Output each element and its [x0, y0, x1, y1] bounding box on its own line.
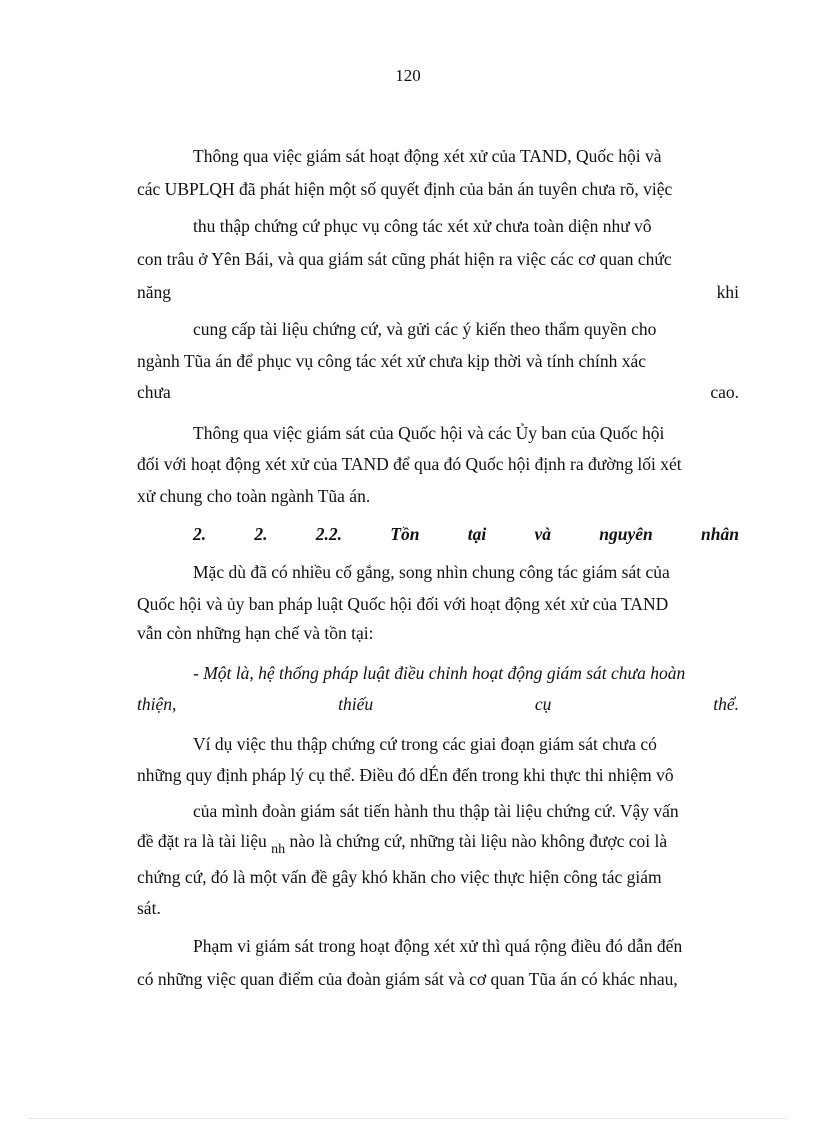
heading-word: 2. — [193, 524, 207, 544]
paragraph-line: thu thập chứng cứ phục vụ công tác xét xử chưa toàn diện như vô — [193, 216, 652, 236]
heading-word: nguyên — [599, 524, 653, 544]
word: thiếu — [338, 694, 374, 714]
heading-word: Tồn — [390, 524, 420, 544]
line-segment: đề đặt ra là tài liệu — [137, 831, 272, 851]
paragraph-line: Mặc dù đã có nhiều cố gắng, song nhìn chung công tác giám sát của — [193, 562, 670, 582]
word: cao. — [710, 382, 739, 402]
word: thiện, — [137, 694, 177, 714]
page-number: 120 — [395, 66, 421, 85]
paragraph-line: của mình đoàn giám sát tiến hành thu thập tài liệu chứng cứ. Vậy vấn — [193, 801, 679, 821]
paragraph-line — [137, 830, 739, 855]
section-heading — [193, 523, 739, 545]
heading-word: 2. — [254, 524, 268, 544]
word: năng — [137, 282, 172, 302]
paragraph-line: Quốc hội và ủy ban pháp luật Quốc hội đối với hoạt động xét xử của TAND — [137, 594, 669, 614]
page-bottom-rule — [28, 1118, 788, 1119]
paragraph-line: con trâu ở Yên Bái, và qua giám sát cũng phát hiện ra việc các cơ quan chức — [137, 249, 672, 269]
heading-word: tại — [467, 524, 487, 544]
heading-word: 2.2. — [315, 524, 343, 544]
paragraph-line: vẫn còn những hạn chế và tồn tại: — [137, 623, 374, 643]
paragraph-line: - Một là, hệ thống pháp luật điều chỉnh hoạt động giám sát chưa hoàn — [193, 663, 686, 683]
word: cụ — [534, 694, 552, 714]
paragraph-line: Thông qua việc giám sát của Quốc hội và các Ủy ban của Quốc hội — [193, 423, 665, 443]
paragraph-line: ngành Tũa án để phục vụ công tác xét xử chưa kịp thời và tính chính xác — [137, 351, 647, 371]
paragraph-line: Thông qua việc giám sát hoạt động xét xử của TAND, Quốc hội và — [193, 146, 662, 166]
paragraph-line: Ví dụ việc thu thập chứng cứ trong các giai đoạn giám sát chưa có — [193, 734, 657, 754]
paragraph-line: cung cấp tài liệu chứng cứ, và gửi các ý kiến theo thẩm quyền cho — [193, 319, 657, 339]
heading-word: và — [534, 524, 552, 544]
word: khi — [716, 282, 739, 302]
paragraph-line: Phạm vi giám sát trong hoạt động xét xử thì quá rộng điều đó dẫn đến — [193, 936, 683, 956]
paragraph-line: các UBPLQH đã phát hiện một số quyết định của bản án tuyên chưa rõ, việc — [137, 179, 673, 199]
paragraph-line: chứng cứ, đó là một vấn đề gây khó khăn cho việc thực hiện công tác giám — [137, 867, 662, 887]
line-segment: nào là chứng cứ, những tài liệu nào không được coi là — [285, 831, 668, 851]
paragraph-line: những quy định pháp lý cụ thể. Điều đó dÉn đến trong khi thực thi nhiệm vô — [137, 765, 674, 785]
paragraph-line: xử chung cho toàn ngành Tũa án. — [137, 486, 371, 506]
heading-word: nhân — [701, 524, 739, 544]
paragraph-line: sát. — [137, 898, 161, 918]
spread-line — [137, 693, 739, 715]
word: chưa — [137, 382, 171, 402]
paragraph-line: có những việc quan điểm của đoàn giám sát và cơ quan Tũa án có khác nhau, — [137, 969, 678, 989]
subscript-fragment: nh — [271, 842, 286, 857]
spread-line — [137, 281, 739, 303]
spread-line — [137, 381, 739, 403]
paragraph-line: đối với hoạt động xét xử của TAND để qua đó Quốc hội định ra đường lối xét — [137, 454, 682, 474]
word: thể. — [713, 694, 739, 714]
